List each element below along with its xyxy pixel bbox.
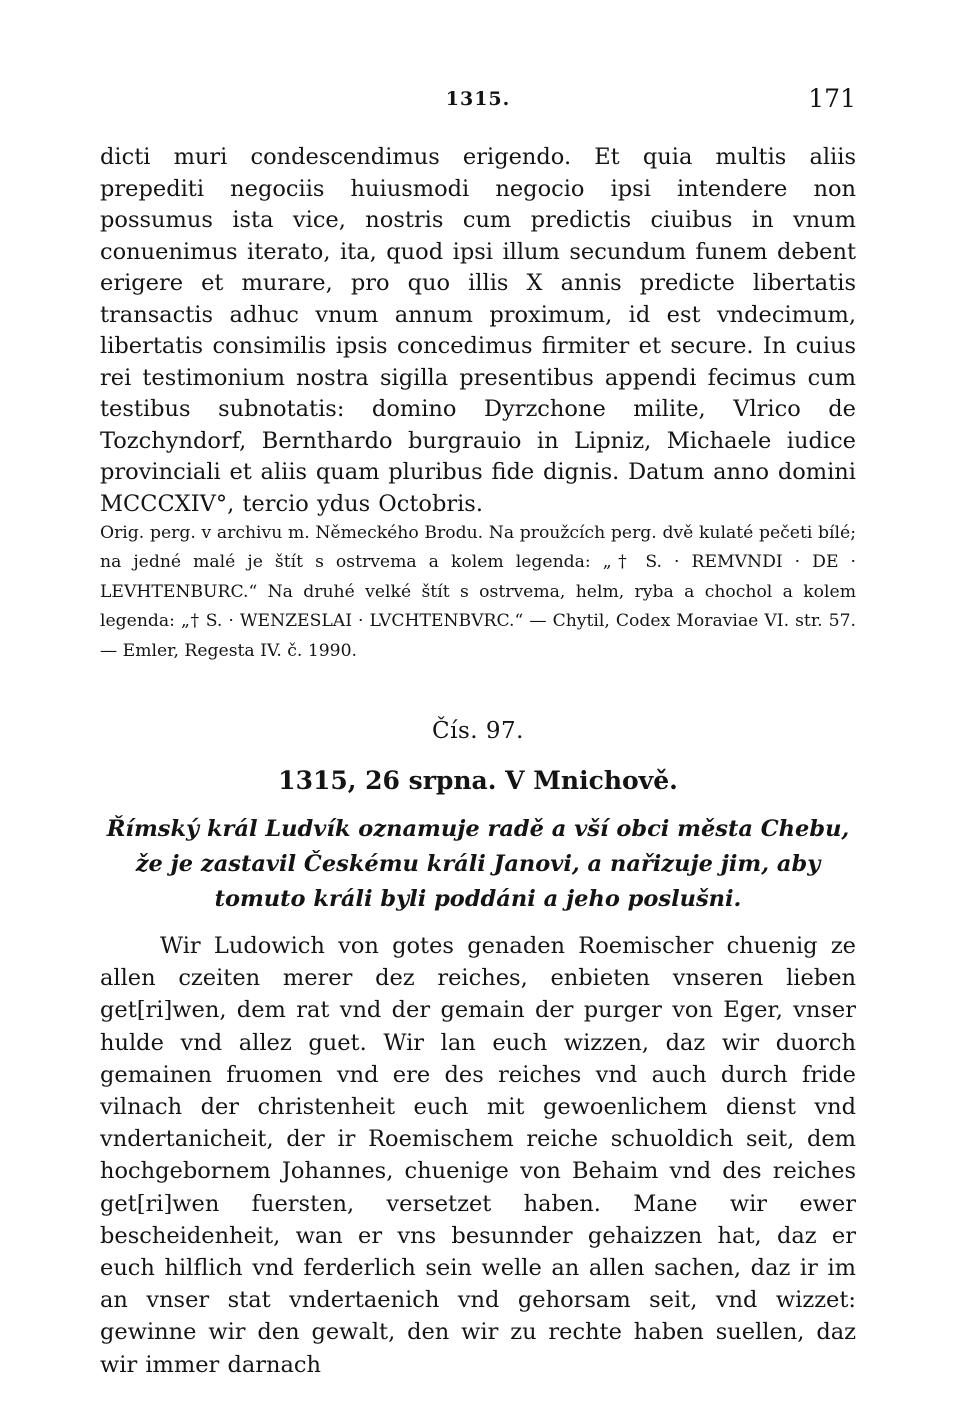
latin-text-paragraph: dicti muri condescendimus erigendo. Et quia multis aliis prepediti negociis huiusmodi negocio ipsi intendere non possumus ista vice, nostris cum predictis ciuibus in vnum conuenimus iterato, ita, quod ipsi illum secundum funem debent erigere et murare, pro quo illis X annis predicte libertatis transactis adhuc vnum annum proximum, id est vndecimum, libertatis consimilis ipsis concedimus firmiter et secure. In cuius rei testimonium nostra sigilla presentibus appendi fecimus cum testibus subnotatis: domino Dyrzchone milite, Vlrico de Tozchyndorf, Bernthardo burgrauio in Lipniz, Michaele iudice provinciali et aliis quam pluribus fide dignis. Datum anno domini MCCCXIV°, tercio ydus Octobris. [100,144,856,517]
page-number: 171 [808,84,856,113]
running-header [100,84,856,118]
document-regest: Římský král Ludvík oznamuje radě a vší obci města Chebu, že je zastavil Českému králi Janovi, a nařizuje jim, aby tomuto králi byli poddáni a jeho poslušni. [106,816,850,912]
header-year: 1315. [445,88,511,110]
document-number: Čís. 97. [432,718,524,744]
source-note: Orig. perg. v archivu m. Německého Brodu. Na proužcích perg. dvě kulaté pečeti bílé; na jedné malé je štít s ostrvema a kolem legenda: „† S. · REMVNDI · DE · LEVHTENBURC.“ Na druhé velké štít s ostrvema, helm, ryba a chochol a kolem legenda: „† S. · WENZESLAI · LVCHTENBVRC.“ — Chytil, Codex Moraviae VI. str. 57. — Emler, Regesta IV. č. 1990. [100,523,856,661]
document-date-place: 1315, 26 srpna. V Mnichově. [278,766,678,795]
german-text-paragraph: Wir Ludowich von gotes genaden Roemischer chuenig ze allen czeiten merer dez reiches, enbieten vnseren lieben get[ri]wen, dem rat vnd der gemain der purger von Eger, vnser hulde vnd allez guet. Wir lan euch wizzen, daz wir duorch gemainen fruomen vnd ere des reiches vnd auch durch fride vilnach der christenheit euch mit gewoenlichem dienst vnd vndertanicheit, der ir Roemischem reiche schuoldich seit, dem hochgebornem Johannes, chuenige von Behaim vnd des reiches get[ri]wen fuersten, versetzet haben. Mane wir ewer bescheidenheit, wan er vns besunnder gehaizzen hat, daz er euch hilflich vnd ferderlich sein welle an allen sachen, daz ir im an vnser stat vndertaenich vnd gehorsam seit, vnd wizzet: gewinne wir den gewalt, den wir zu rechte haben suellen, daz wir immer darnach [100,933,856,1378]
